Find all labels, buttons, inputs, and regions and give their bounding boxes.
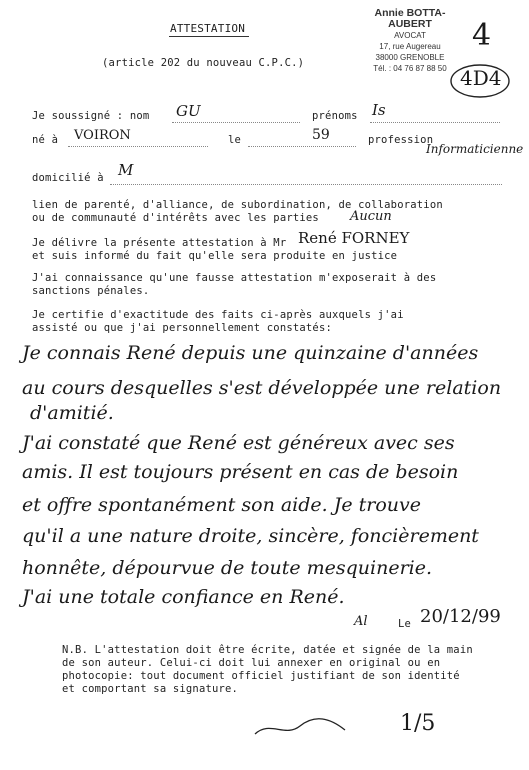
statement-line: d'amitié.: [30, 402, 114, 424]
domicile-line: [110, 184, 502, 185]
stamp-name: Annie BOTTA-AUBERT: [374, 7, 446, 30]
statement-line: honnête, dépourvue de toute mesquinerie.: [22, 557, 433, 579]
statement-line: au cours desquelles s'est développée une relation: [22, 377, 502, 399]
prenoms-label: prénoms: [312, 110, 358, 122]
statement-line: amis. Il est toujours présent en cas de besoin: [22, 461, 459, 483]
note-line4: et comportant sa signature.: [62, 683, 239, 695]
domicile-value: M: [118, 161, 134, 179]
ne-label: né à: [32, 134, 59, 146]
signature-date: 20/12/99: [420, 606, 501, 627]
nom-line: [172, 122, 300, 123]
stamp-tel: Tél. : 04 76 87 88 50: [373, 64, 447, 73]
connaissance-line1: J'ai connaissance qu'une fausse attestation m'exposerait à des: [32, 272, 437, 284]
profession-label: profession: [368, 134, 434, 146]
le-value: 59: [312, 127, 330, 143]
connaissance-line2: sanctions pénales.: [32, 285, 150, 297]
certifie-line1: Je certifie d'exactitude des faits ci-après auxquels j'ai: [32, 309, 404, 321]
stamp-role: AVOCAT: [394, 31, 426, 40]
document-title: ATTESTATION: [170, 22, 246, 35]
article-reference: (article 202 du nouveau C.P.C.): [102, 57, 305, 69]
delivre-line2: et suis informé du fait qu'elle sera produite en justice: [32, 250, 398, 262]
annotation-code: 4D4: [460, 66, 502, 90]
prenoms-value: Is: [372, 101, 386, 119]
note-line3: photocopie: tout document officiel justifiant de son identité: [62, 670, 460, 682]
stamp-address: 17, rue Augereau: [379, 42, 441, 51]
statement-line: et offre spontanément son aide. Je trouve: [22, 494, 422, 516]
statement-line: J'ai une totale confiance en René.: [22, 586, 345, 608]
page-number: 1/5: [400, 711, 436, 736]
ne-value: VOIRON: [74, 128, 131, 143]
note-line1: N.B. L'attestation doit être écrite, datée et signée de la main: [62, 644, 473, 656]
certifie-line2: assisté ou que j'ai personnellement constatés:: [32, 322, 332, 334]
statement-line: Je connais René depuis une quinzaine d'années: [22, 342, 479, 364]
annotation-number: 4: [472, 18, 492, 53]
statement-line: J'ai constaté que René est généreux avec ses: [22, 432, 455, 454]
lien-value: Aucun: [350, 209, 392, 224]
nom-value: GU: [176, 102, 201, 120]
signature-le-label: Le: [398, 618, 412, 630]
statement-line: qu'il a une nature droite, sincère, foncièrement: [22, 525, 479, 547]
lien-line1: lien de parenté, d'alliance, de subordination, de collaboration: [32, 199, 443, 211]
stamp-city: 38000 GRENOBLE: [375, 53, 445, 62]
le-line: [248, 146, 356, 147]
profession-value: Informaticienne: [426, 142, 524, 156]
ne-line: [68, 146, 208, 147]
lien-line2: ou de communauté d'intérêts avec les parties: [32, 212, 319, 224]
delivre-name: René FORNEY: [298, 229, 410, 247]
note-line2: de son auteur. Celui-ci doit lui annexer en original ou en: [62, 657, 441, 669]
delivre-line1: Je délivre la présente attestation à Mr: [32, 237, 287, 249]
soussigne-label: Je soussigné : nom: [32, 110, 150, 122]
domicile-label: domicilié à: [32, 172, 104, 184]
le-label: le: [228, 134, 242, 146]
title-underline: [169, 36, 249, 37]
signature-place: Al: [354, 614, 368, 629]
prenoms-line: [370, 122, 500, 123]
signature-scribble: [250, 712, 350, 742]
